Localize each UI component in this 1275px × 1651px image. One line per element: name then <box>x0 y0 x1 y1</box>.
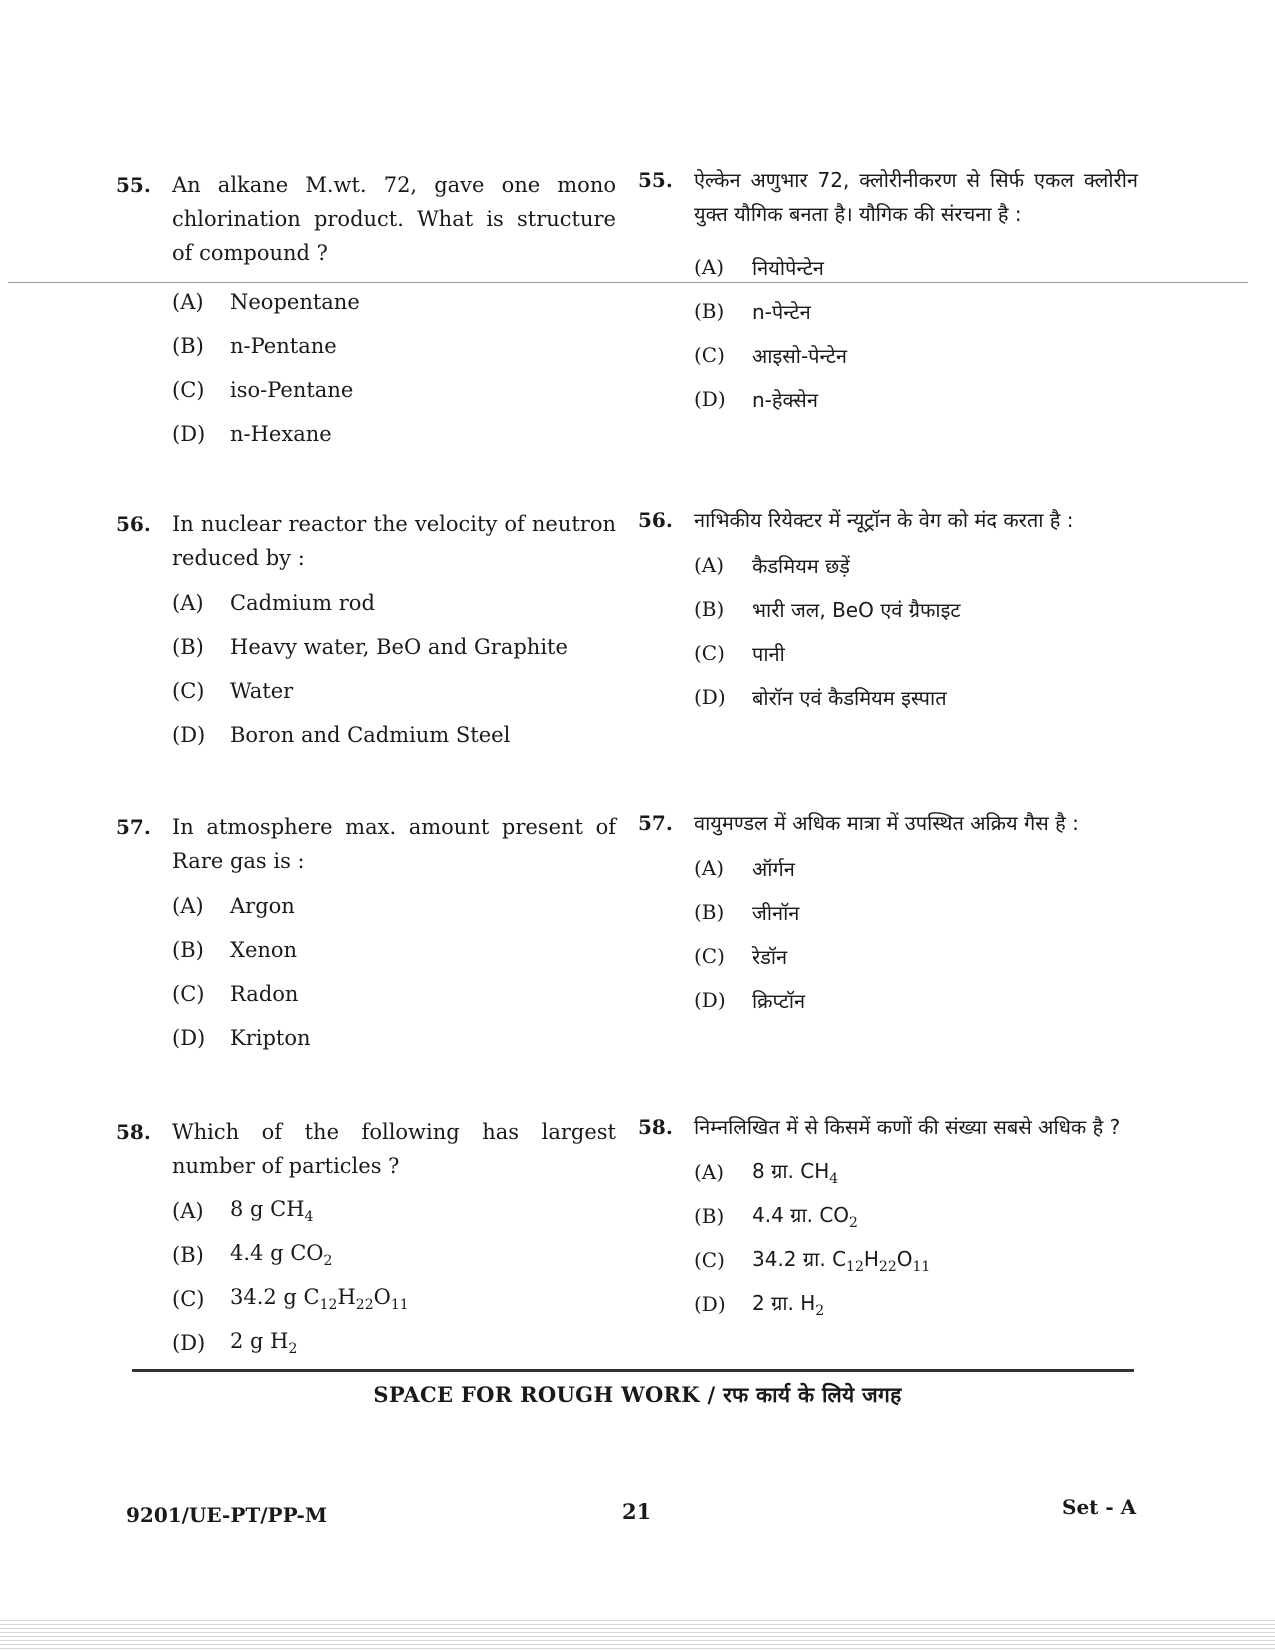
option: (B) 4.4 g $CO_2$ <box>172 1240 333 1270</box>
option: (C) पानी <box>694 641 785 666</box>
option: (C) रेडॉन <box>694 944 788 969</box>
question-number: 57. <box>116 815 151 839</box>
question-hi-56 <box>638 503 1138 719</box>
question-text: नाभिकीय रियेक्टर में न्यूट्रॉन के वेग को मंद करता है : <box>694 508 1074 532</box>
option: (C) आइसो-पेन्टेन <box>694 343 847 368</box>
option: (A) Cadmium rod <box>172 591 375 615</box>
option: (D) Boron and Cadmium Steel <box>172 723 511 747</box>
option: (B) भारी जल, BeO एवं ग्रैफाइट <box>694 597 961 622</box>
set-label: Set - A <box>1062 1495 1137 1519</box>
paper-code: 9201/UE-PT/PP-M <box>126 1503 327 1527</box>
question-text: An alkane M.wt. 72, gave one mono chlorination product. What is structure of compound ? <box>172 173 616 265</box>
question-number: 58. <box>116 1120 151 1144</box>
option: (D) क्रिप्टॉन <box>694 988 806 1013</box>
option: (B) Heavy water, BeO and Graphite <box>172 635 568 659</box>
option: (C) 34.2 g $C_{12}H_{22}O_{11}$ <box>172 1284 409 1314</box>
question-number: 55. <box>116 173 151 197</box>
option: (D) 2 g $H_2$ <box>172 1328 298 1358</box>
option: (D) n-हेक्सेन <box>694 387 818 412</box>
question-text: वायुमण्डल में अधिक मात्रा में उपस्थित अक्रिय गैस है : <box>694 811 1079 835</box>
option: (C) Water <box>172 679 294 703</box>
question-text: In nuclear reactor the velocity of neutron reduced by : <box>172 512 616 570</box>
question-hi-57 <box>638 806 1138 1022</box>
option: (A) 8 ग्रा. $CH_4$ <box>694 1159 839 1187</box>
question-number: 55. <box>638 168 673 192</box>
rough-work-divider <box>132 1369 1134 1372</box>
question-text: In atmosphere max. amount present of Rare gas is : <box>172 815 616 873</box>
option: (B) n-Pentane <box>172 334 337 358</box>
option: (C) Radon <box>172 982 299 1006</box>
question-number: 58. <box>638 1115 673 1139</box>
option: (B) जीनॉन <box>694 900 800 925</box>
question-text: ऐल्केन अणुभार 72, क्लोरीनीकरण से सिर्फ एकल क्लोरीन युक्त यौगिक बनता है। यौगिक की संरचना है : <box>694 168 1138 226</box>
option: (A) कैडमियम छड़ें <box>694 553 850 578</box>
question-hi-58 <box>638 1110 1138 1326</box>
option: (D) 2 ग्रा. $H_2$ <box>694 1291 825 1319</box>
option: (D) n-Hexane <box>172 422 332 446</box>
question-en-55 <box>116 168 616 456</box>
option: (A) Argon <box>172 894 295 918</box>
option: (A) नियोपेन्टेन <box>694 255 824 280</box>
question-text: निम्नलिखित में से किसमें कणों की संख्या सबसे अधिक है ? <box>694 1115 1121 1139</box>
option: (B) Xenon <box>172 938 298 962</box>
question-number: 57. <box>638 811 673 835</box>
option: (B) 4.4 ग्रा. $CO_2$ <box>694 1203 858 1231</box>
question-hi-55 <box>638 163 1138 421</box>
option: (B) n-पेन्टेन <box>694 299 811 324</box>
page-number: 21 <box>622 1499 652 1524</box>
question-number: 56. <box>638 508 673 532</box>
option: (C) 34.2 ग्रा. $C_{12}H_{22}O_{11}$ <box>694 1247 931 1275</box>
question-en-58 <box>116 1115 616 1365</box>
question-en-56 <box>116 507 616 757</box>
question-en-57 <box>116 810 616 1060</box>
option: (C) iso-Pentane <box>172 378 354 402</box>
option: (D) बोरॉन एवं कैडमियम इस्पात <box>694 685 947 710</box>
option: (A) Neopentane <box>172 290 360 314</box>
scan-edge <box>0 1620 1275 1651</box>
option: (D) Kripton <box>172 1026 311 1050</box>
question-text: Which of the following has largest number of particles ? <box>172 1120 616 1178</box>
question-number: 56. <box>116 512 151 536</box>
rough-work-label: SPACE FOR ROUGH WORK / रफ कार्य के लिये जगह <box>373 1382 902 1407</box>
option: (A) 8 g $CH_4$ <box>172 1196 314 1226</box>
option: (A) ऑर्गन <box>694 856 795 881</box>
